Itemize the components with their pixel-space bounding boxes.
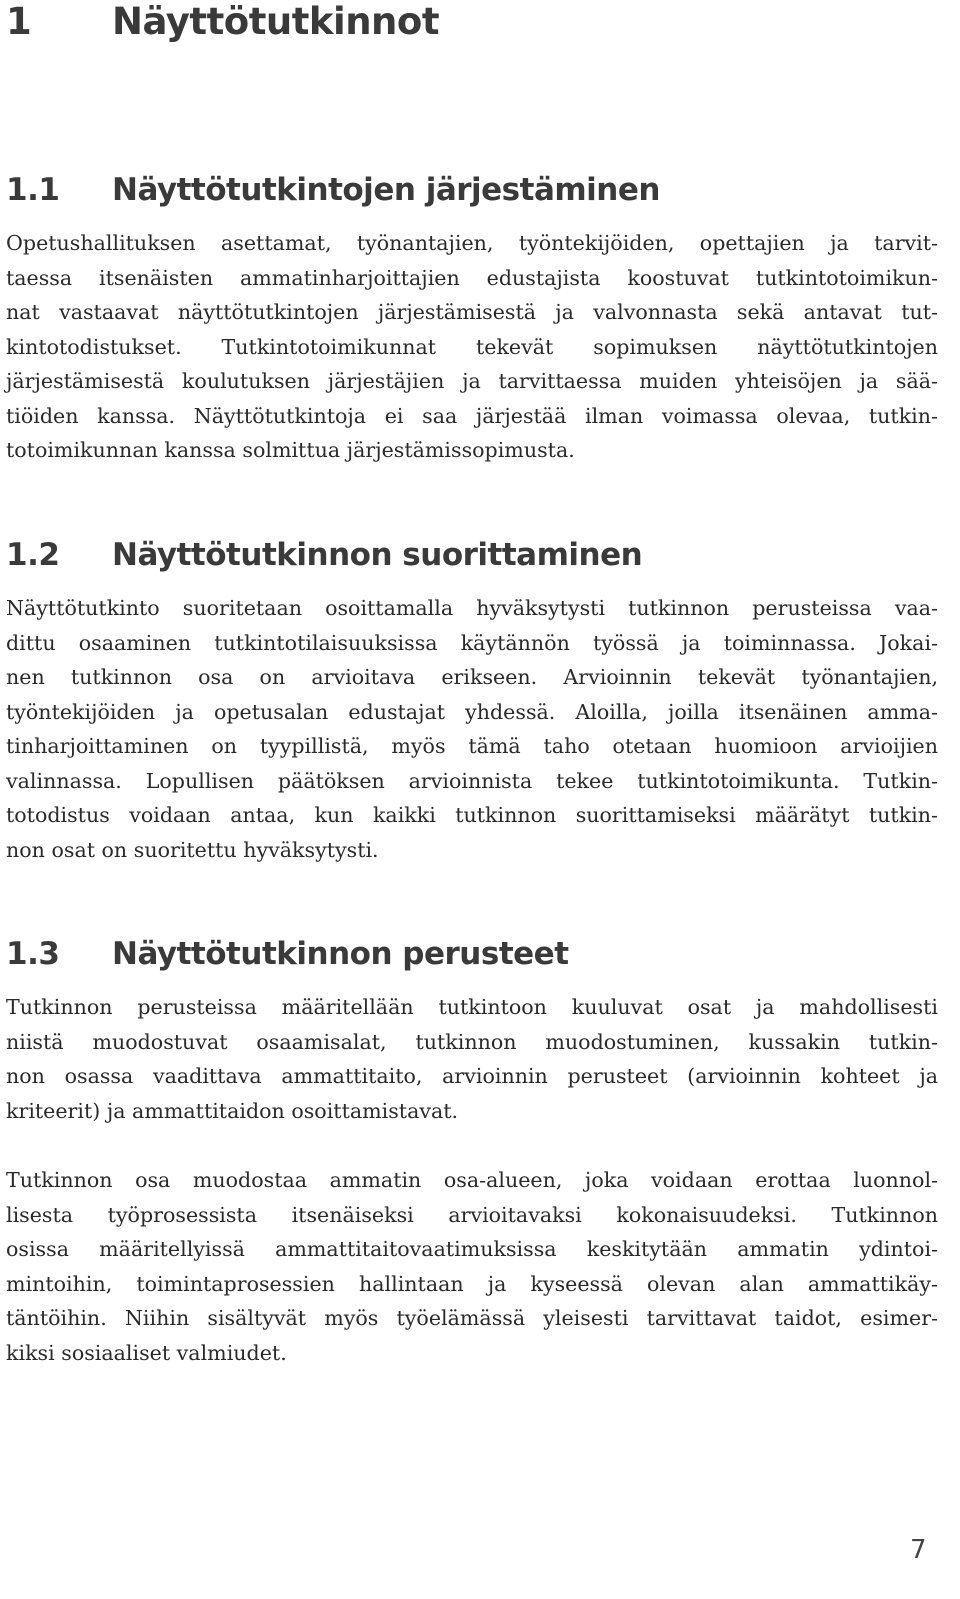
paragraph-line: kriteerit) ja ammattitaidon osoittamistavat.	[6, 1098, 459, 1123]
paragraph-line: non osassa vaadittava ammattitaito, arvioinnin perusteet (arvioinnin kohteet ja	[6, 1064, 938, 1088]
section-number: 1.3	[6, 936, 60, 972]
paragraph-line: lisesta työprosessista itsenäiseksi arvioitavaksi kokonaisuudeksi. Tutkinnon	[6, 1202, 938, 1227]
paragraph-line: kiksi sosiaaliset valmiudet.	[6, 1340, 287, 1365]
paragraph-line: taessa itsenäisten ammatinharjoittajien edustajista koostuvat tutkintotoimikun-	[6, 265, 938, 290]
chapter-number: 1	[6, 0, 32, 43]
chapter-title: Näyttötutkinnot	[112, 0, 439, 43]
section-heading	[6, 535, 642, 575]
paragraph-line: Opetushallituksen asettamat, työnantajien, työntekijöiden, opettajien ja tarvit-	[6, 231, 938, 255]
section-heading	[6, 934, 569, 974]
paragraph-line: non osat on suoritettu hyväksytysti.	[6, 837, 379, 862]
chapter-heading	[6, 0, 439, 44]
paragraph-line: järjestämisestä koulutuksen järjestäjien ja tarvittaessa muiden yhteisöjen ja sää-	[6, 369, 938, 393]
paragraph-line: täntöihin. Niihin sisältyvät myös työelämässä yleisesti tarvittavat taidot, esimer-	[6, 1306, 938, 1330]
paragraph-line: tinharjoittaminen on tyypillistä, myös tämä taho otetaan huomioon arvioijien	[6, 734, 938, 758]
paragraph-line: nen tutkinnon osa on arvioitava erikseen. Arvioinnin tekevät työnantajien,	[6, 665, 938, 689]
section-number: 1.2	[6, 537, 60, 573]
paragraph-line: kintotodistukset. Tutkintotoimikunnat tekevät sopimuksen näyttötutkintojen	[6, 334, 938, 359]
section-number: 1.1	[6, 172, 60, 208]
paragraph-line: dittu osaaminen tutkintotilaisuuksissa käytännön työssä ja toiminnassa. Jokai-	[6, 630, 938, 655]
section-paragraph	[6, 990, 938, 1128]
paragraph-line: nat vastaavat näyttötutkintojen järjestämisestä ja valvonnasta sekä antavat tut-	[6, 300, 938, 324]
section-title: Näyttötutkinnon perusteet	[112, 936, 569, 972]
paragraph-line: Tutkinnon perusteissa määritellään tutkintoon kuuluvat osat ja mahdollisesti	[6, 995, 938, 1019]
section-paragraph	[6, 226, 938, 468]
page-number: 7	[910, 1535, 927, 1565]
section-title: Näyttötutkinnon suorittaminen	[112, 537, 643, 573]
paragraph-line: totodistus voidaan antaa, kun kaikki tutkinnon suorittamiseksi määrätyt tutkin-	[6, 803, 938, 827]
section-title: Näyttötutkintojen järjestäminen	[112, 172, 660, 208]
paragraph-line: työntekijöiden ja opetusalan edustajat yhdessä. Aloilla, joilla itsenäinen amma-	[6, 699, 938, 724]
paragraph-line: valinnassa. Lopullisen päätöksen arvioinnista tekee tutkintotoimikunta. Tutkin-	[6, 768, 938, 793]
section-paragraph	[6, 1163, 938, 1370]
paragraph-line: osissa määritellyissä ammattitaitovaatimuksissa keskitytään ammatin ydintoi-	[6, 1237, 938, 1261]
section-heading	[6, 170, 660, 210]
paragraph-line: niistä muodostuvat osaamisalat, tutkinnon muodostuminen, kussakin tutkin-	[6, 1029, 938, 1054]
paragraph-line: tiöiden kanssa. Näyttötutkintoja ei saa järjestää ilman voimassa olevaa, tutkin-	[6, 403, 938, 428]
paragraph-line: totoimikunnan kanssa solmittua järjestämissopimusta.	[6, 438, 575, 462]
paragraph-line: Näyttötutkinto suoritetaan osoittamalla hyväksytysti tutkinnon perusteissa vaa-	[6, 596, 938, 620]
section-paragraph	[6, 591, 938, 867]
paragraph-line: mintoihin, toimintaprosessien hallintaan ja kyseessä olevan alan ammattikäy-	[6, 1271, 938, 1296]
paragraph-line: Tutkinnon osa muodostaa ammatin osa-alueen, joka voidaan erottaa luonnol-	[6, 1168, 938, 1192]
